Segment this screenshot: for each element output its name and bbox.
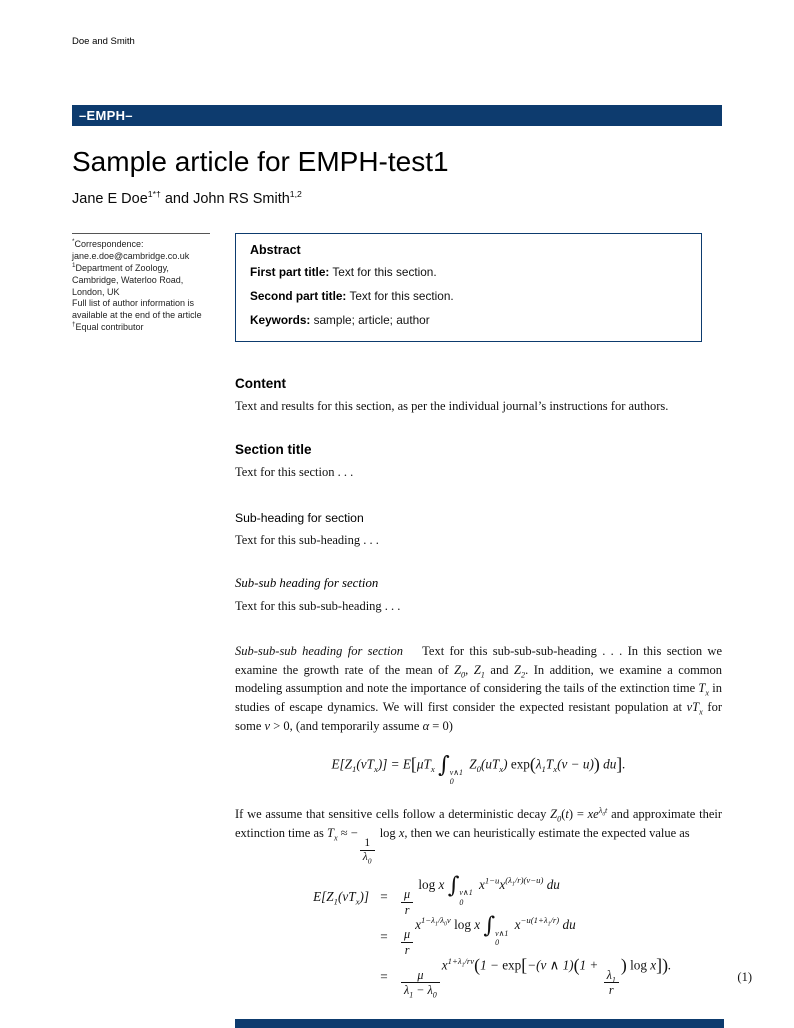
equation-row-2 [257,912,722,957]
paragraph-subsubsub-section [235,642,722,736]
article-title: Sample article for EMPH-test1 [72,146,449,177]
aligned-equation-block [235,872,752,1000]
keywords-text: sample; article; author [313,312,430,327]
equation-row-3 [257,954,752,1000]
authors-line: Jane E Doe$^{1*\dagger}$ and John RS Smith$^{1,2}$ [72,189,302,207]
heading-subsubsub-section: Sub-sub-sub heading for section [235,643,404,658]
main-column [235,233,752,1000]
equals-sign: = [380,928,388,944]
paragraph-section: Text for this section . . . [235,464,354,479]
abstract-box [235,233,702,342]
heading-sub-section: Sub-heading for section [235,511,364,526]
equals-sign: = [380,888,388,904]
paragraph-estimate: If we assume that sensitive cells follow a deterministic decay $Z_0(t) = xe^{\lambda_0t}$ and approximate their extinction time as $T_x$ ≈ − $\frac{1}{\lambda_0}$ log x, then we can heuristically estimate the expected value as [235,805,723,866]
paragraph-content: Text and results for this section, as per the individual journal’s instructions for authors. [235,398,669,413]
correspondence-sidebar [72,233,210,334]
equation-row-1 [257,872,722,917]
equation-rhs: $\frac{\mu}{\lambda_1 - \lambda_0}$ $x^{1+\lambda_1/rv}(1 - \exp[-(v$ ∧ 1)(1 + $\frac{\lambda_1}{r}$ ) log x]). [399,957,671,998]
abstract-title: Abstract [250,243,301,257]
equation-rhs: $\frac{\mu}{r}$ log x ∫ v∧1 0 $x^{1-u}x^{(\lambda_1/r)(v-u)}$ du [399,877,560,917]
abstract-keywords [250,313,687,329]
abstract-part-1-label: First part title: [250,265,330,279]
keywords-label: Keywords: [250,312,311,327]
equal-contributor-note: †Equal contributor [72,321,144,333]
abstract-part-2-label: Second part title: [250,288,347,303]
running-head: Doe and Smith [72,36,135,47]
journal-banner-label: –EMPH– [79,108,133,123]
equation-lhs: $E[Z_1(vT_x)]$ [313,888,369,907]
affiliation-line-2: Cambridge, Waterloo Road, [72,274,184,285]
affiliation-line-3: London, UK [72,286,120,297]
footer-bar [235,1019,724,1028]
paragraph-subsub-section: Text for this sub-sub-heading . . . [235,599,401,614]
journal-banner [72,105,722,126]
heading-section-title: Section title [235,441,312,457]
heading-subsub-section: Sub-sub heading for section [235,576,379,591]
equals-sign: = [380,969,388,985]
paragraph-sub-section: Text for this sub-heading . . . [235,533,379,548]
equation-rhs: $\frac{\mu}{r}$ $x^{1-\lambda_1/\lambda_0v}$ log x ∫ v∧1 0 $x^{-u(1+\lambda_1/r)}$ du [399,917,576,957]
display-equation-expected-population: $E[Z_1(vT_x)] = E[\mu T_x$ ∫ v∧1 0 $Z_0(uT_x) \exp(\lambda_1T_x(v - u))$ du]. [331,751,626,787]
abstract-part-2 [250,289,687,305]
abstract-part-1 [250,265,687,281]
paragraph-subsubsub-text: Text for this sub-sub-sub-heading . . . In this section we examine the growth rate of the mean of $Z_0$, $Z_1$ and $Z_2$. In addition, we examine a common modeling assumption and note the importance of considering the tails of the extinction time $T_x$ in studies of escape dynamics. We will first consider the expected resistant population at $vT_x$ for some v > 0, (and temporarily assume α = 0) [235,643,723,733]
author-info-note-2: available at the end of the article [72,310,202,321]
two-column-layout [72,233,752,1000]
correspondence-label: *Correspondence: [72,238,144,249]
author-info-note-1: Full list of author information is [72,298,195,309]
abstract-part-1-text: Text for this section. [332,265,437,279]
equation-number: (1) [737,969,752,984]
correspondence-email: jane.e.doe@cambridge.co.uk [72,250,190,261]
affiliation-line-1: $^1$Department of Zoology, [72,261,169,273]
heading-content: Content [235,375,286,391]
abstract-part-2-text: Text for this section. [349,288,454,303]
